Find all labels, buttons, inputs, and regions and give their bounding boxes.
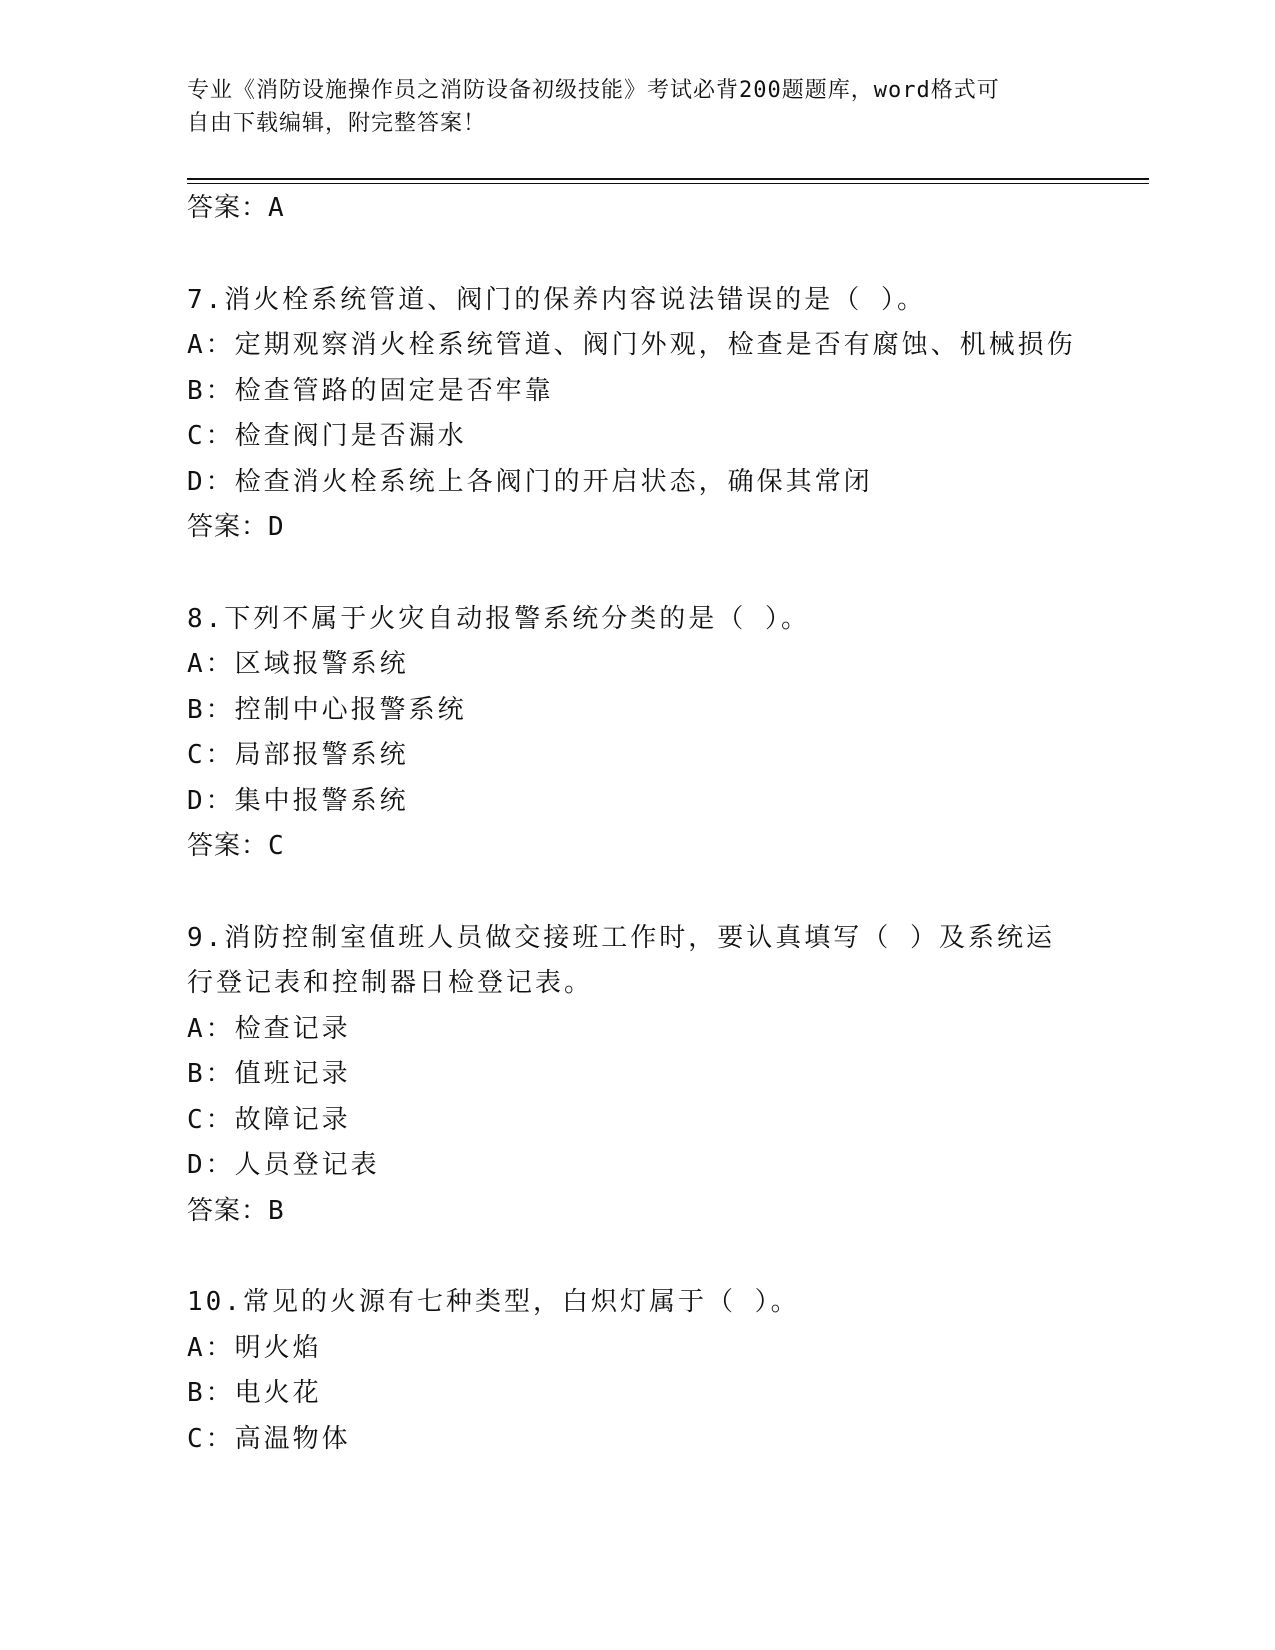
option-a: A：区域报警系统 xyxy=(187,649,409,679)
option-a: A：检查记录 xyxy=(187,1013,351,1044)
answer-line: 答案：C xyxy=(187,831,285,861)
option-b: B：控制中心报警系统 xyxy=(187,694,467,725)
question-block-9 xyxy=(187,916,1147,1235)
answer-line: 答案：A xyxy=(187,193,285,223)
question-block-10 xyxy=(187,1280,1147,1462)
option-c: C：故障记录 xyxy=(187,1104,351,1135)
option-d: D：人员登记表 xyxy=(187,1150,380,1180)
spacer xyxy=(187,1234,1147,1280)
header-line-2: 自由下载编辑，附完整答案！ xyxy=(187,111,487,136)
question-text-line-2: 行登记表和控制器日检登记表。 xyxy=(187,968,594,998)
option-b: B：检查管路的固定是否牢靠 xyxy=(187,375,554,406)
spacer xyxy=(187,551,1147,597)
question-block-8 xyxy=(187,597,1147,870)
header-line-1: 专业《消防设施操作员之消防设备初级技能》考试必背200题题库，word格式可 xyxy=(187,78,1000,103)
question-text-line-1: 9.消防控制室值班人员做交接班工作时，要认真填写（ ）及系统运 xyxy=(187,922,1055,953)
answer-line: 答案：B xyxy=(187,1195,285,1226)
option-c: C：高温物体 xyxy=(187,1423,351,1454)
header-rule-thin xyxy=(187,183,1149,184)
option-d: D：集中报警系统 xyxy=(187,785,409,816)
header-rule-thick xyxy=(187,178,1149,180)
question-text: 7.消火栓系统管道、阀门的保养内容说法错误的是（ ）。 xyxy=(187,284,926,315)
document-header xyxy=(187,74,1067,140)
spacer xyxy=(187,870,1147,916)
question-text: 8.下列不属于火灾自动报警系统分类的是（ ）。 xyxy=(187,603,810,634)
option-b: B：电火花 xyxy=(187,1378,322,1408)
option-a: A：定期观察消火栓系统管道、阀门外观，检查是否有腐蚀、机械损伤 xyxy=(187,330,1076,360)
option-c: C：检查阀门是否漏水 xyxy=(187,421,467,451)
option-b: B：值班记录 xyxy=(187,1059,351,1089)
question-block-7 xyxy=(187,278,1147,551)
option-d: D：检查消火栓系统上各阀门的开启状态，确保其常闭 xyxy=(187,466,873,497)
option-a: A：明火焰 xyxy=(187,1332,322,1363)
answer-line: 答案：D xyxy=(187,512,285,542)
question-text: 10.常见的火源有七种类型，白炽灯属于（ ）。 xyxy=(187,1287,800,1317)
question-list xyxy=(187,186,1147,1462)
option-c: C：局部报警系统 xyxy=(187,740,409,770)
spacer xyxy=(187,232,1147,278)
